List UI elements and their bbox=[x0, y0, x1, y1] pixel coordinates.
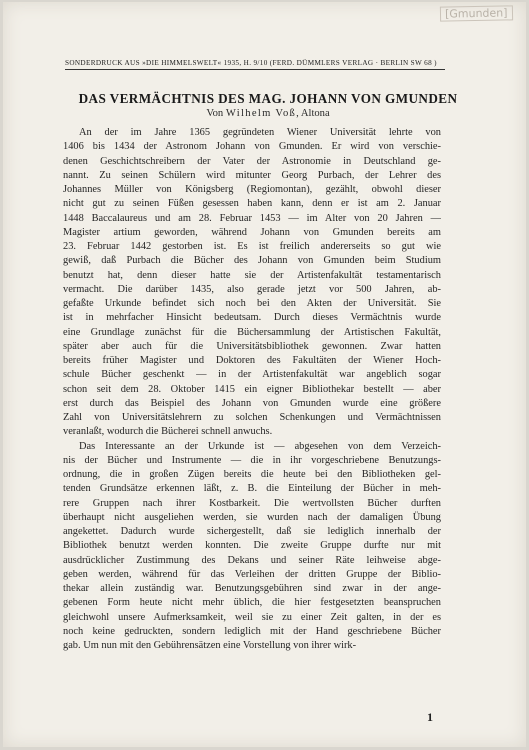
header-rule bbox=[65, 69, 445, 70]
author-place: , Altona bbox=[296, 108, 330, 119]
text-line: 1406 bis 1434 der Astronom Johann von Gmunden. Er wird von verschie- bbox=[63, 141, 441, 153]
text-line: angekettet. Dadurch wurde sichergestellt, daß sie lediglich innerhalb der bbox=[63, 526, 441, 537]
text-line: gleichwohl unsere Aufmerksamkeit, weil sie zu einer Zeit galten, in der es bbox=[63, 611, 441, 623]
text-line: gewiß, daß Purbach die Bücher des Johann von Gmunden beim Studium bbox=[63, 255, 441, 267]
text-line: tenden Grundsätze erkennen läßt, z. B. die Einteilung der Bücher in meh- bbox=[63, 483, 441, 495]
text-line: eine Grundlage zunächst für die Büchersammlung der Artistischen Fakultät, bbox=[63, 326, 441, 338]
text-line: veranlaßt, wodurch die Bücherei schnell anwuchs. bbox=[63, 426, 273, 438]
page-number: 1 bbox=[427, 710, 433, 724]
text-line: gebenen Form heute nicht mehr üblich, die hier festgesetzten beanspruchen bbox=[63, 597, 441, 609]
text-line: rere Gruppen nach ihrer Kostbarkeit. Die wertvollsten Bücher durften bbox=[63, 497, 441, 509]
text-line: thekar allein zuständig war. Benutzungsgebühren sind zwar in der ange- bbox=[63, 583, 441, 594]
text-line: benutzt hat, denn dieser hatte sie der Artistenfakultät testamentarisch bbox=[63, 269, 441, 281]
pencil-annotation: [Gmunden] bbox=[439, 5, 512, 21]
text-line: An der im Jahre 1365 gegründeten Wiener Universität lehrte von bbox=[79, 127, 441, 138]
text-line: gab. Um nun mit den Gebührensätzen eine Vorstellung von ihrer wirk- bbox=[63, 640, 357, 651]
text-line: Bibliothek benutzt werden konnten. Die zweite Gruppe durfte nur mit bbox=[63, 540, 441, 552]
text-line: ordnung, die in großen Zügen bereits die heute bei den Bibliotheken gel- bbox=[63, 469, 441, 480]
text-line: überhaupt nicht ausgeliehen werden, sie wurden nach der damaligen Übung bbox=[63, 511, 441, 523]
text-line: gefaßte Urkunde befindet sich noch bei den Akten der Universität. Sie bbox=[63, 298, 441, 309]
text-line: nis der Bücher und Instrumente — die in ihr vorgeschriebene Benutzungs- bbox=[63, 454, 441, 466]
text-line: Johannes Müller von Königsberg (Regiomontan), gezählt, obwohl dieser bbox=[63, 184, 441, 195]
text-line: Zahl von Universitätslehrern zu solchen Schenkungen und Vermächtnissen bbox=[63, 412, 441, 423]
document-page bbox=[3, 2, 526, 747]
text-line: später aber auch für die Universitätsbibliothek gewonnen. Zwar hatten bbox=[63, 340, 441, 352]
text-line: erst durch das Beispiel des Johann von Gmunden wurde eine größere bbox=[63, 397, 441, 409]
paragraph-1 bbox=[63, 126, 441, 440]
text-line: 23. Februar 1442 gestorben ist. Es ist freilich andererseits so gut wie bbox=[63, 241, 441, 252]
paragraph-2 bbox=[63, 440, 441, 654]
text-line: geben werden, während für das Verleihen der dritten Gruppe der Biblio- bbox=[63, 568, 441, 580]
text-line: nannt. Zu seinen Schülern wird mitunter Georg Purbach, der Lehrer des bbox=[63, 169, 441, 181]
text-line: noch keine gedruckten, sondern lediglich mit der Hand geschriebene Bücher bbox=[63, 625, 441, 637]
offprint-header: SONDERDRUCK AUS »DIE HIMMELSWELT« 1935, H. 9/10 (FERD. DÜMMLERS VERLAG · BERLIN SW 68 ) bbox=[65, 59, 437, 67]
text-line: bereits früher Magister und Doktoren des Fakultäten der Wiener Hoch- bbox=[63, 355, 441, 366]
article-title: DAS VERMÄCHTNIS DES MAG. JOHANN VON GMUNDEN bbox=[78, 91, 458, 106]
text-line: vermacht. Die darüber 1435, also gerade jetzt vor 500 Jahren, ab- bbox=[63, 283, 441, 295]
text-line: Magister artium geworden, während Johann von Gmunden bereits am bbox=[63, 226, 441, 238]
author-prefix: Von bbox=[206, 108, 224, 119]
author-line bbox=[33, 108, 503, 119]
text-line: denen Geschichtschreibern der Vater der Astronomie in Deutschland ge- bbox=[63, 155, 441, 167]
text-line: 1448 Baccalaureus und am 28. Februar 1453 — im Alter von 20 Jahren — bbox=[63, 212, 441, 224]
text-line: ausdrücklicher Zustimmung des Dekans und seiner Räte leihweise abge- bbox=[63, 554, 441, 566]
text-line: nicht gut zu seinen Füßen gesessen haben kann, denn er ist am 2. Januar bbox=[63, 198, 441, 210]
author-name: Wilhelm Voß bbox=[225, 108, 297, 119]
text-line: schon seit dem 28. Oktober 1415 ein eigner Bibliothekar bestellt — aber bbox=[63, 383, 441, 395]
text-line: schule Bücher geschenkt — in der Artistenfakultät war angeblich sogar bbox=[63, 369, 441, 381]
body-text bbox=[63, 126, 441, 653]
text-line: ist in mehrfacher Hinsicht bedeutsam. Durch dieses Vermächtnis wurde bbox=[63, 312, 441, 324]
text-line: Das Interessante an der Urkunde ist — abgesehen von dem Verzeich- bbox=[79, 440, 441, 452]
